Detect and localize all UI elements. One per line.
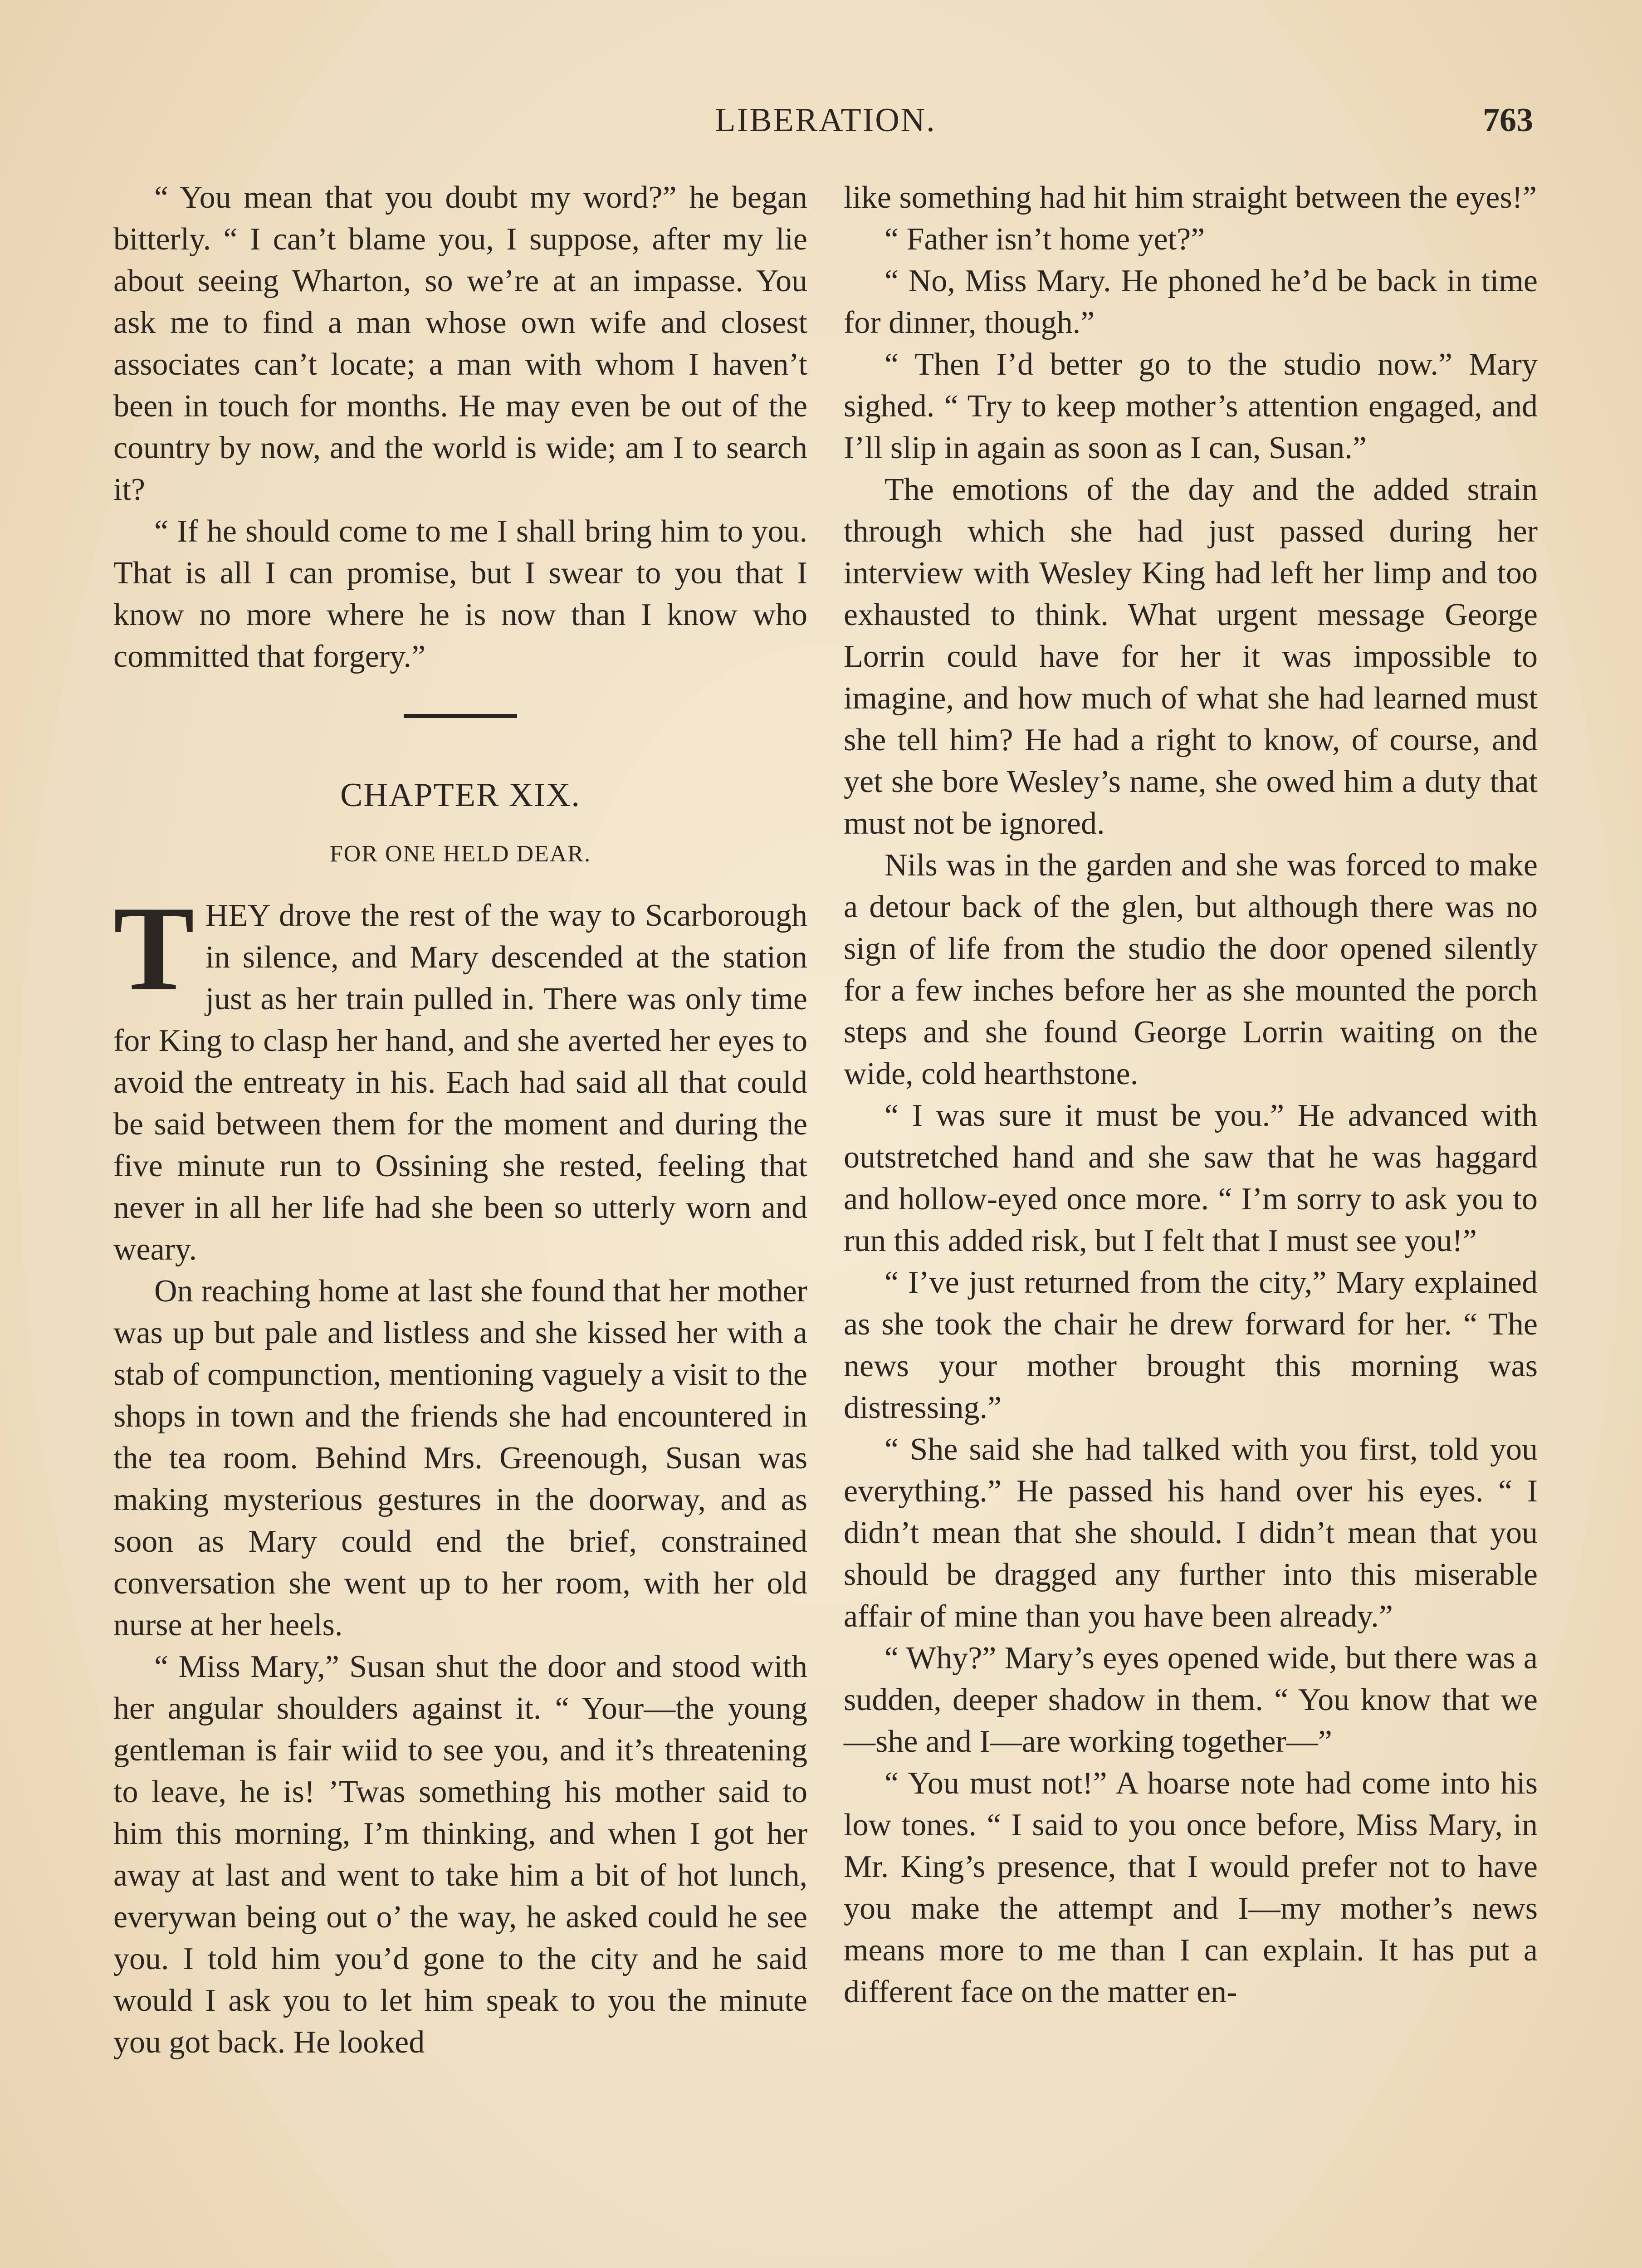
page-number: 763 — [1483, 102, 1533, 139]
paragraph: “ If he should come to me I shall bring him to you. That is all I can promise, but I swear to you that I know no more where he is now than I know who committed that forgery.” — [113, 514, 807, 674]
paragraph: “ No, Miss Mary. He phoned he’d be back in time for dinner, though.” — [844, 264, 1538, 340]
chapter-title: CHAPTER XIX. — [340, 777, 581, 814]
chapter-opening-paragraph — [113, 881, 807, 1271]
section-divider — [404, 714, 517, 718]
paragraph: “ I was sure it must be you.” He advanced with outstretched hand and she saw that he was haggard and hollow-eyed once more. “ I’m sorry to ask you to run this added risk, but I felt that I must see you!” — [844, 1098, 1538, 1258]
paragraph: Nils was in the garden and she was forced to make a detour back of the glen, but although there was no sign of life from the studio the door opened silently for a few inches before her as she mounted the porch steps and she found George Lorrin waiting on the wide, cold hearthstone. — [844, 848, 1538, 1091]
paragraph: “ You must not!” A hoarse note had come into his low tones. “ I said to you once before, Miss Mary, in Mr. King’s presence, that I would prefer not to have you make the attempt and I—my mother’s news means more to me than I can explain. It has put a different face on the matter en- — [844, 1766, 1538, 2009]
paragraph: “ Miss Mary,” Susan shut the door and stood with her angular shoulders against it. “ Your—the young gentleman is fair wiid to see you, and it’s threatening to leave, he is! ’Twas something his mother said to him this morning, I’m thinking, and when I got her away at last and went to take him a bit of hot lunch, everywan being out o’ the way, he asked could he see you. I told him you’d gone to the city and he said would I ask you to let him speak to you the minute you got back. He looked — [113, 1649, 807, 2060]
running-title: LIBERATION. — [715, 102, 936, 139]
paragraph: “ Why?” Mary’s eyes opened wide, but there was a sudden, deeper shadow in them. “ You know that we—she and I—are working together—” — [844, 1641, 1538, 1759]
paragraph: “ I’ve just returned from the city,” Mary explained as she took the chair he drew forward for her. “ The news your mother brought this morning was distressing.” — [844, 1265, 1538, 1425]
chapter-subtitle: FOR ONE HELD DEAR. — [329, 841, 591, 867]
drop-cap: T — [113, 881, 195, 1016]
paragraph: The emotions of the day and the added strain through which she had just passed during her interview with Wesley King had left her limp and too exhausted to think. What urgent message George Lorrin could have for her it was impossible to imagine, and how much of what she had learned must she tell him? He had a right to know, of course, and yet she bore Wesley’s name, she owed him a duty that must not be ignored. — [844, 472, 1538, 841]
page-header — [118, 95, 1533, 145]
continued-paragraph: like something had hit him straight between the eyes!” — [844, 180, 1537, 215]
paragraph: “ You mean that you doubt my word?” he began bitterly. “ I can’t blame you, I suppose, after my lie about seeing Wharton, so we’re at an impasse. You ask me to find a man whose own wife and closest associates can’t locate; a man with whom I haven’t been in touch for months. He may even be out of the country by now, and the world is wide; am I to search it? — [113, 180, 807, 507]
paragraph: On reaching home at last she found that her mother was up but pale and listless and she kissed her with a stab of compunction, mentioning vaguely a visit to the shops in town and the friends she had encountered in the tea room. Behind Mrs. Greenough, Susan was making mysterious gestures in the doorway, and as soon as Mary could end the brief, constrained conversation she went up to her room, with her old nurse at her heels. — [113, 1274, 807, 1642]
paragraph: “ She said she had talked with you first, told you everything.” He passed his hand over his eyes. “ I didn’t mean that she should. I didn’t mean that you should be dragged any further into this miserable affair of mine than you have been already.” — [844, 1432, 1538, 1634]
opening-paragraph-text: HEY drove the rest of the way to Scarborough in silence, and Mary descended at the station just as her train pulled in. There was only time for King to clasp her hand, and she averted her eyes to avoid the entreaty in his. Each had said all that could be said between them for the moment and during the five minute run to Ossining she rested, feeling that never in all her life had she been so utterly worn and weary. — [113, 898, 807, 1267]
right-column — [844, 177, 1538, 2013]
paragraph: “ Father isn’t home yet?” — [885, 222, 1205, 257]
left-column — [113, 177, 807, 2063]
paragraph: “ Then I’d better go to the studio now.” Mary sighed. “ Try to keep mother’s attention engaged, and I’ll slip in again as soon as I can, Susan.” — [844, 347, 1538, 465]
